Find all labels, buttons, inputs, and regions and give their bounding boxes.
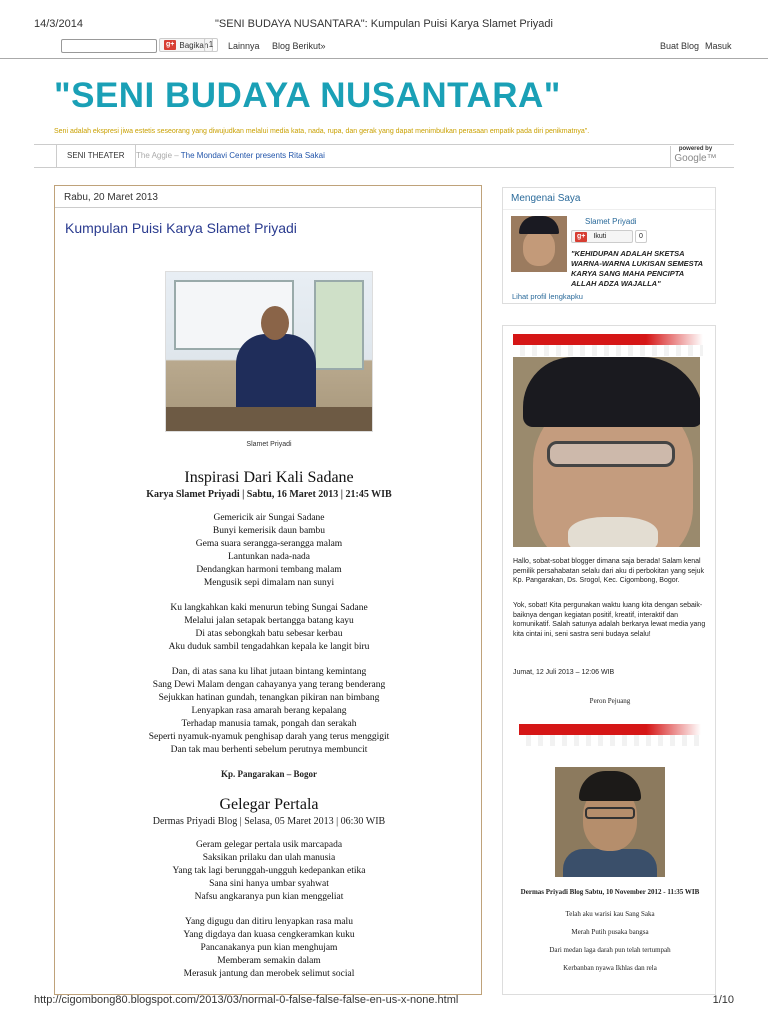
poem-line: Dari medan laga darah pun telah tertumpah	[549, 946, 671, 954]
poem-line: Mengusik sepi dimalam nan sunyi	[203, 578, 335, 588]
poem-line: Lenyapkan rasa amarah berang kepalang	[191, 706, 347, 716]
poem-stanza	[55, 916, 482, 981]
poem-line: Terhadap manusia tamak, pongah dan serakah	[181, 719, 357, 729]
print-url: http://cigombong80.blogspot.com/2013/03/normal-0-false-false-false-en-us-x-none.html	[34, 994, 459, 1006]
follow-button[interactable]	[571, 230, 633, 243]
flag-banner	[513, 334, 703, 356]
sign-in-link[interactable]: Masuk	[705, 41, 732, 51]
ticker-link[interactable]: The Mondavi Center presents Rita Sakai	[180, 151, 325, 160]
poem-byline: Dermas Priyadi Blog | Selasa, 05 Maret 2013 | 06:30 WIB	[152, 816, 386, 827]
follow-label: Ikuti	[593, 233, 607, 240]
author-photo-young	[555, 767, 665, 877]
poem-line: Di atas sebongkah batu sebesar kerbau	[195, 629, 343, 639]
poem-line: Nafsu angkaranya pun kian menggeliat	[194, 892, 344, 902]
poem-line: Pancanakanya pun kian menghujam	[200, 943, 338, 953]
photo-caption: Slamet Priyadi	[246, 441, 292, 448]
greeting-widget	[502, 325, 716, 995]
flag-banner	[519, 724, 701, 746]
poem-stanza	[55, 666, 482, 757]
poem-line: Gema suara serangga-serangga malam	[195, 539, 343, 549]
author-portrait	[513, 357, 700, 547]
print-title: "SENI BUDAYA NUSANTARA": Kumpulan Puisi Karya Slamet Priyadi	[215, 18, 553, 30]
print-page-number: 1/10	[712, 994, 734, 1006]
main-post	[54, 185, 482, 995]
poem-line: Merah Putih pusaka bangsa	[571, 928, 649, 936]
poem-title: Gelegar Pertala	[219, 796, 319, 813]
powered-by-google	[670, 146, 720, 167]
blog-title[interactable]: "SENI BUDAYA NUSANTARA"	[54, 76, 561, 115]
poem-line: Dan tak mau berhenti sebelum perutnya membuncit	[170, 745, 368, 755]
poem-byline: Karya Slamet Priyadi | Sabtu, 16 Maret 2013 | 21:45 WIB	[146, 489, 392, 500]
google-plus-icon: g+	[166, 41, 175, 48]
profile-quote: "KEHIDUPAN ADALAH SKETSA WARNA-WARNA LUKISAN SEMESTA KARYA SANG MAHA PENCIPTA ALLAH ADZA WAJALLA"	[571, 249, 703, 288]
poem-line: Bunyi kemerisik daun bambu	[212, 526, 326, 536]
poem-title: Inspirasi Dari Kali Sadane	[184, 469, 354, 486]
post-title[interactable]: Kumpulan Puisi Karya Slamet Priyadi	[65, 220, 297, 236]
poem-line: Saksikan prilaku dan ulah manusia	[202, 853, 336, 863]
poem-line: Kerbanban nyawa Ikhlas dan rela	[563, 964, 657, 972]
poem-line: Merasuk jantung dan merobek selimut social	[183, 969, 355, 979]
poem-line: Ku langkahkan kaki menurun tebing Sungai Sadane	[170, 603, 368, 613]
poem-line: Seperti nyamuk-nyamuk penghisap darah yang terus menggigit	[148, 732, 390, 742]
post-meta: Dermas Priyadi Blog Sabtu, 10 November 2012 - 11:35 WIB	[520, 888, 700, 896]
poem-line: Dendangkan harmoni tembang malam	[196, 565, 342, 575]
tab-seni-theater[interactable]: SENI THEATER	[56, 145, 136, 167]
about-me-widget	[502, 187, 716, 304]
blog-description: Seni adalah ekspresi jiwa estetis seseorang yang diwujudkan melalui media kata, nada, rupa, dan gerak yang dapat menimbulkan perasaan empatik pada diri penikmatnya".	[54, 128, 590, 135]
poem-line: Yang digugu dan ditiru lenyapkan rasa malu	[185, 917, 353, 927]
post-meta: Jumat, 12 Juli 2013 – 12:06 WIB	[513, 669, 615, 676]
poem-stanza	[55, 512, 482, 590]
poem-line: Sana sini hanya umbar syahwat	[209, 879, 329, 889]
poem-line: Memberam semakin dalam	[217, 956, 321, 966]
poem-line: Sang Dewi Malam dengan cahayanya yang terang benderang	[152, 680, 386, 690]
poem-place: Kp. Pangarakan – Bogor	[220, 769, 317, 779]
blogger-navbar	[54, 36, 734, 56]
poem-line: Gemericik air Sungai Sadane	[213, 513, 325, 523]
share-label: Bagikan	[179, 40, 209, 50]
poem-gelegar	[55, 796, 482, 981]
poem-line: Dan, di atas sana ku lihat jutaan bintang kemintang	[171, 667, 367, 677]
navbar-divider	[0, 58, 768, 59]
greeting-text: Hallo, sobat-sobat blogger dimana saja berada! Salam kenal pemilik persahabatan selalu dari aku di perbokitan yang sejuk Kp. Pangarakan, Ds. Srogol, Kec. Cigombong, Bogor.	[513, 558, 705, 584]
google-logo: Google™	[674, 153, 717, 164]
print-footer	[0, 994, 768, 1024]
next-link[interactable]: Lainnya	[228, 41, 260, 51]
poem-line: Telah aku warisi kau Sang Saka	[565, 910, 655, 918]
about-header: Mengenai Saya	[503, 188, 715, 210]
next-blog-link[interactable]: Blog Berikut»	[272, 41, 326, 51]
tab-bar	[34, 144, 734, 168]
invitation-text: Yok, sobat! Kita pergunakan waktu luang kita dengan sebaik-baiknya dengan kegiatan positif, kreatif, interaktif dan komunikatif. Salah satunya adalah berkarya lewat media yang kita cintai ini, seni sastra seni budaya selalu!	[513, 602, 706, 638]
poem-line: Aku duduk sambil tengadahkan kepala ke langit biru	[168, 642, 370, 652]
author-photo	[165, 271, 373, 432]
poem-inspirasi	[55, 469, 482, 779]
post-date: Rabu, 20 Maret 2013	[55, 186, 481, 208]
create-blog-link[interactable]: Buat Blog	[660, 41, 700, 51]
search-input[interactable]	[61, 39, 157, 53]
share-count: 1	[204, 38, 218, 52]
profile-name[interactable]: Slamet Priyadi	[585, 217, 637, 226]
powered-label: powered by	[678, 146, 713, 152]
poem-line: Sejukkan hatinan gundah, tenangkan pikiran nan bimbang	[158, 693, 380, 703]
print-header	[0, 0, 768, 30]
poem-line: Melalui jalan setapak bertangga batang kayu	[184, 616, 354, 626]
news-ticker	[136, 151, 325, 160]
view-profile-link[interactable]: Lihat profil lengkapku	[512, 292, 583, 301]
poem-stanza	[55, 602, 482, 654]
print-date: 14/3/2014	[34, 18, 83, 30]
google-plus-icon: g+	[577, 232, 586, 240]
poem-line: Lantunkan nada-nada	[227, 552, 311, 562]
ticker-source: The Aggie –	[136, 151, 179, 160]
poem-stanza	[55, 839, 482, 904]
signature: Peron Pejuang	[589, 697, 631, 705]
poem-line: Geram gelegar pertala usik marcapada	[195, 840, 343, 850]
poem-line: Yang digdaya dan kuasa cengkeramkan kuku	[183, 930, 355, 940]
poem-line: Yang tak lagi berunggah-ungguh kedepankan etika	[172, 866, 366, 876]
follow-count: 0	[635, 230, 647, 243]
avatar[interactable]	[511, 216, 567, 272]
